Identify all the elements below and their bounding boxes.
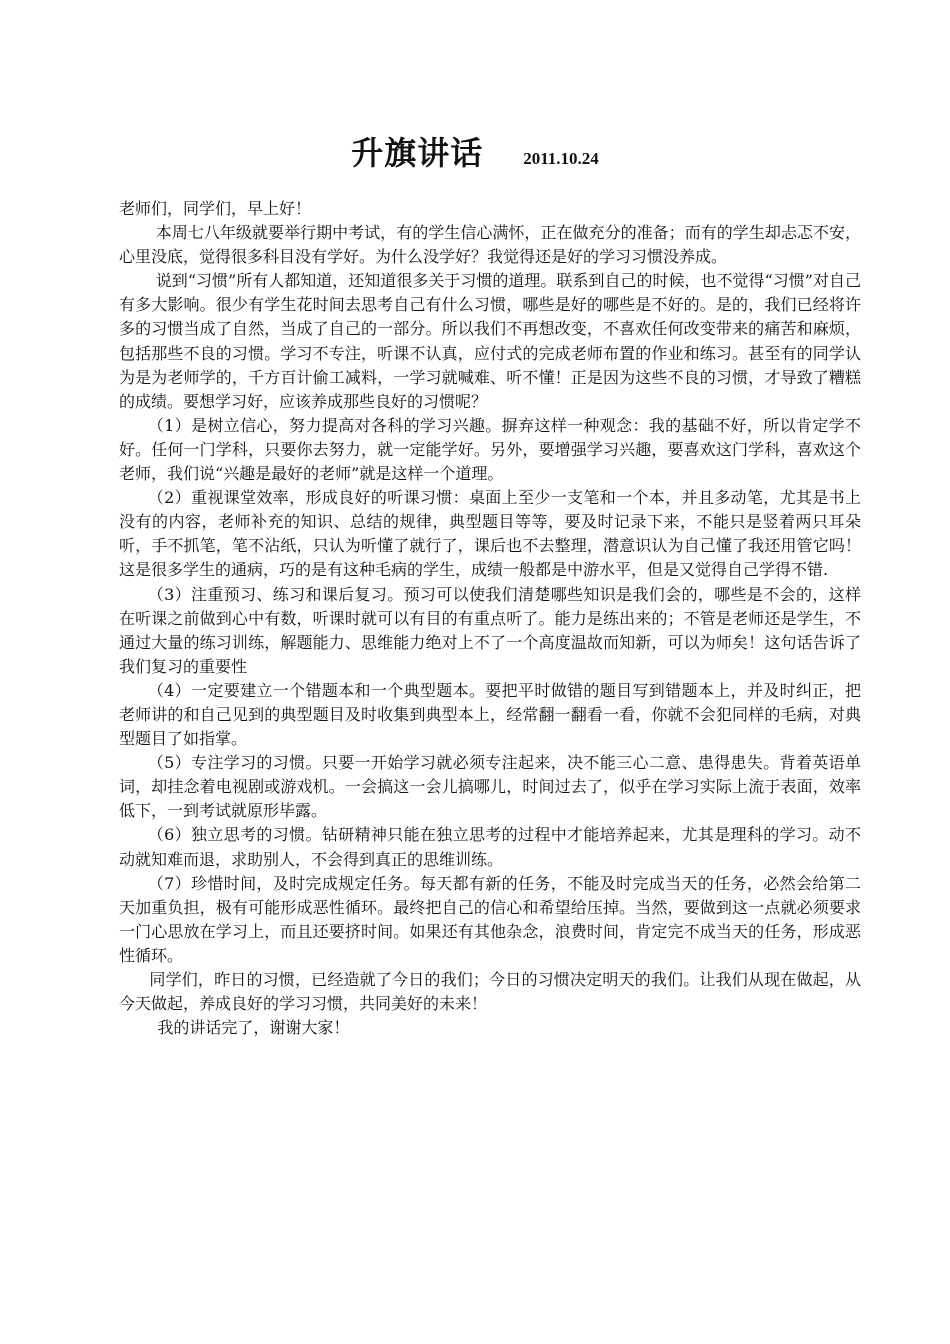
point-2-paragraph: （2）重视课堂效率，形成良好的听课习惯：桌面上至少一支笔和一个本，并且多动笔，尤其是书上没有的内容，老师补充的知识、总结的规律，典型题目等等，要及时记录下来，不能只是竖着两只耳朵听，手不抓笔，笔不沾纸，只认为听懂了就行了，课后也不去整理，潜意识认为自己懂了我还用管它吗！这是很多学生的通病，巧的是有这种毛病的学生，成绩一般都是中游水平，但是又觉得自己学得不错. (119, 488, 861, 580)
document-date: 2011.10.24 (523, 149, 599, 168)
point-6-paragraph: （6）独立思考的习惯。钻研精神只能在独立思考的过程中才能培养起来，尤其是理科的学习。动不动就知难而退，求助别人，不会得到真正的思维训练。 (119, 825, 861, 869)
point-3-paragraph: （3）注重预习、练习和课后复习。预习可以使我们清楚哪些知识是我们会的，哪些是不会的，这样在听课之前做到心中有数，听课时就可以有目的有重点听了。能力是练出来的；不管是老师还是学生，不通过大量的练习训练，解题能力、思维能力绝对上不了一个高度温故而知新，可以为师矣！这句话告诉了我们复习的重要性 (119, 584, 861, 676)
point-1-paragraph: （1）是树立信心，努力提高对各科的学习兴趣。摒弃这样一种观念：我的基础不好，所以肯定学不好。任何一门学科，只要你去努力，就一定能学好。另外，要增强学习兴趣，要喜欢这门学科，喜欢这个老师，我们说“兴趣是最好的老师”就是这样一个道理。 (119, 415, 861, 484)
habits-paragraph: 说到“习惯”所有人都知道，还知道很多关于习惯的道理。联系到自己的时候，也不觉得“习惯”对自己有多大影响。很少有学生花时间去思考自己有什么习惯，哪些是好的哪些是不好的。是的，我们已经将许多的习惯当成了自然，当成了自己的一部分。所以我们不再想改变，不喜欢任何改变带来的痛苦和麻烦，包括那些不良的习惯。学习不专注，听课不认真，应付式的完成老师布置的作业和练习。甚至有的同学认为是为老师学的，千方百计偷工减料，一学习就喊难、听不懂！正是因为这些不良的习惯，才导致了糟糕的成绩。要想学习好，应该养成那些良好的习惯呢？ (119, 271, 861, 411)
document-title: 升旗讲话 (351, 134, 484, 172)
point-4-paragraph: （4）一定要建立一个错题本和一个典型题本。要把平时做错的题目写到错题本上，并及时纠正，把老师讲的和自己见到的典型题目及时收集到典型本上，经常翻一翻看一看，你就不会犯同样的毛病，对典型题目了如指掌。 (119, 680, 861, 749)
greeting-paragraph: 老师们，同学们，早上好！ (119, 199, 312, 218)
point-5-paragraph: （5）专注学习的习惯。只要一开始学习就必须专注起来，决不能三心二意、患得患失。背着英语单词，却挂念着电视剧或游戏机。一会搞这一会儿搞哪儿，时间过去了，似乎在学习实际上流于表面，效率低下，一到考试就原形毕露。 (119, 753, 861, 821)
speech-body (119, 197, 861, 1040)
closing-paragraph: 同学们，昨日的习惯，已经造就了今日的我们；今日的习惯决定明天的我们。让我们从现在做起，从今天做起，养成良好的学习习惯，共同美好的未来！ (119, 970, 861, 1014)
ending-paragraph: 我的讲话完了，谢谢大家！ (157, 1018, 350, 1038)
point-7-paragraph: （7）珍惜时间，及时完成规定任务。每天都有新的任务，不能及时完成当天的任务，必然会给第二天加重负担，极有可能形成恶性循环。最终把自己的信心和希望给压掉。当然，要做到这一点就必须要求一门心思放在学习上，而且还要挤时间。如果还有其他杂念，浪费时间，肯定完不成当天的任务，形成恶性循环。 (119, 873, 861, 965)
intro-paragraph: 本周七八年级就要举行期中考试，有的学生信心满怀，正在做充分的准备；而有的学生却忐忑不安，心里没底，觉得很多科目没有学好。为什么没学好？我觉得还是好的学习习惯没养成。 (119, 223, 861, 267)
title-row (0, 128, 950, 174)
